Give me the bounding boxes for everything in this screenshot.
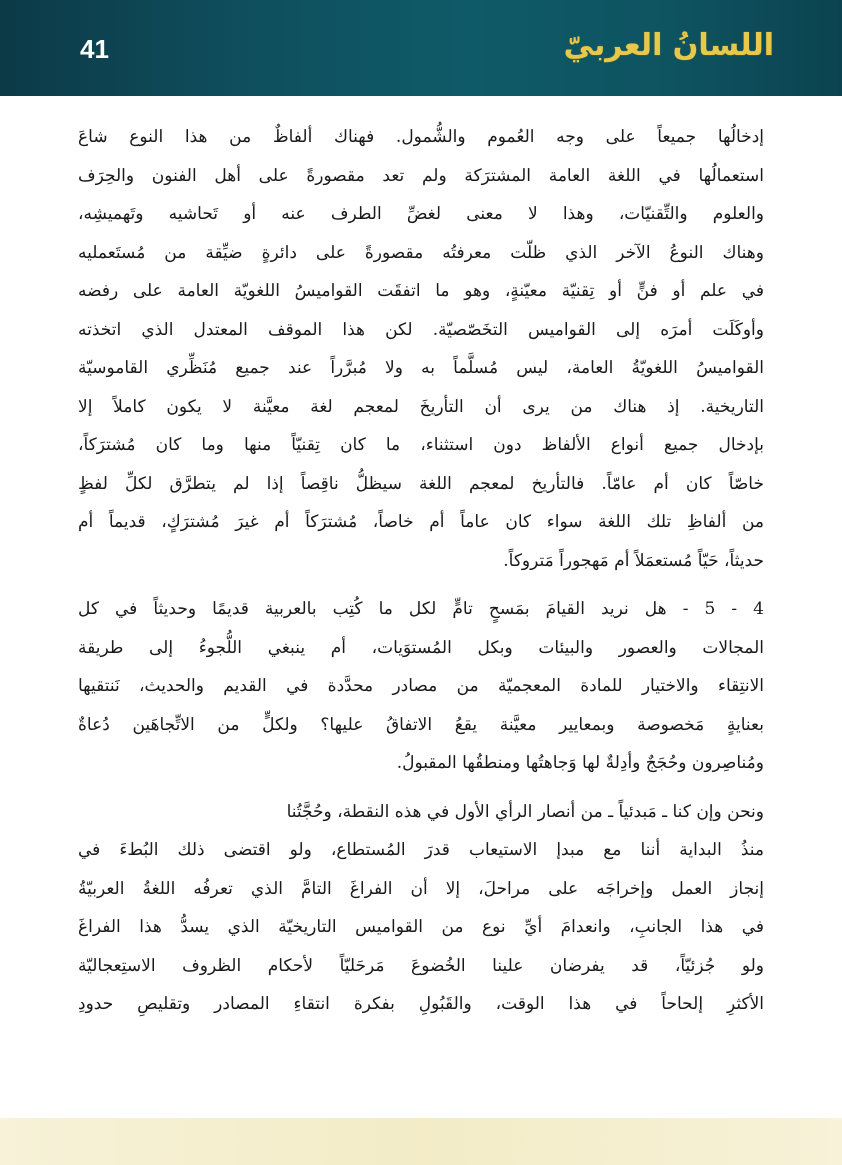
- text-line: استعمالُها في اللغة العامة المشترَكة ولم تعد مقصورةً على أهل الفنون والحِرَف: [78, 165, 764, 186]
- brand-logo: اللسانُ العربيّ: [563, 28, 774, 63]
- page-header: [0, 0, 842, 96]
- text-line: حديثاً، حَيّاً مُستعمَلاً أم مَهجوراً مَتروكاً.: [503, 550, 764, 571]
- text-line: وهناك النوعُ الآخر الذي ظلّت معرفتُه مقصورةً على دائرةٍ ضيِّقة من مُستَعمليه: [78, 242, 764, 263]
- text-line: إدخالُها جميعاً على وجه العُموم والشُّمول. فهناك ألفاظٌ من هذا النوع شاعَ: [78, 127, 764, 147]
- text-line: والعلوم والتِّقنيّات، وهذا لا معنى لغضِّ الطرف عنه أو تَحاشيه وتَهميشِه،: [78, 204, 764, 224]
- text-line: المجالات والعصور والبيئات وبكل المُستوَيات، أم ينبغي اللُّجوءُ إلى طريقة: [78, 637, 764, 658]
- footer-band: [0, 1118, 842, 1165]
- page-number: 41: [80, 34, 109, 64]
- text-line: الانتِقاء والاختيار للمادة المعجميّة من مصادر محدَّدة في القديم والحديث، نَنتقيها: [78, 676, 764, 696]
- text-line: 4 - 5 - هل نريد القيامَ بمَسحٍ تامٍّ لكل ما كُتِب بالعربية قديمًا وحديثاً في كل: [78, 599, 764, 619]
- text-line: خاصّاً كان أم عامّاً. فالتأريخ لمعجم اللغة سيظلُّ ناقِصاً إذا لم يتطرَّق لكلِّ لفظٍ: [78, 473, 764, 494]
- text-line: التاريخية. إذ هناك من يرى أن التأريخَ لمعجم لغة معيَّنة لا يكون كاملاً إلا: [78, 396, 764, 417]
- paragraph-3: [78, 793, 764, 1024]
- text-line: بإدخال جميع أنواع الألفاظ دون استثناء، ما كان تِقنيّاً منها وما كان مُشترَكاً،: [78, 435, 764, 455]
- text-line: وأوكَلَت أمرَه إلى القواميس التخَصّصيّة. لكن هذا الموقف المعتدل الذي اتخذته: [78, 319, 764, 340]
- text-line: ونحن وإن كنا ـ مَبدئياً ـ من أنصار الرأي الأول في هذه النقطة، وحُجَّتُنا: [286, 801, 764, 822]
- text-line: في علم أو فنٍّ أو تِقنيّة معيّنةٍ، وهو ما اتفقَت القواميسُ اللغويّة العامة على رفضه: [78, 281, 764, 301]
- text-line: منذُ البداية أننا مع مبدإ الاستيعاب قدرَ المُستطاع، ولو اقتضى ذلك البُطءَ في: [78, 840, 764, 860]
- text-line: الأكثرِ إلحاحاً في هذا الوقت، والقَبُولِ بفكرة انتقاءِ المصادر وتقليصِ حدودِ: [78, 994, 764, 1014]
- text-line: ومُناصِرون وحُجَجٌ وأدِلةٌ لها وَجاهتُها ومنطقُها المقبولُ.: [396, 753, 764, 773]
- text-line: ولو جُزئيّاً، قد يفرضان علينا الخُضوعَ مَرحَليّاً لأحكام الظروف الاستِعجاليّة: [78, 955, 764, 976]
- text-line: من ألفاظِ تلك اللغة سواء كان عاماً أم خاصاً، مُشترَكاً أم غيرَ مُشترَكٍ، قديماً أم: [78, 512, 764, 532]
- text-line: بعنايةٍ مَخصوصة وبمعايير معيَّنة يقعُ الاتفاقُ عليها؟ ولكلٍّ من الاتِّجاهَين دُعاةٌ: [78, 714, 764, 735]
- paragraph-2: [78, 590, 764, 783]
- paragraph-1: [78, 118, 764, 580]
- page-body: [78, 118, 764, 1024]
- text-line: القواميسُ اللغويّةُ العامة، ليس مُسلَّماً به ولا مُبرَّراً عند جميع مُنَظِّري القاموسيّة: [78, 358, 764, 378]
- text-line: في هذا الجانبِ، وانعدامَ أيِّ نوع من القواميس التاريخيّة الذي يسدُّ هذا الفراغَ: [78, 917, 764, 937]
- text-line: إنجاز العمل وإخراجَه على مراحلَ، إلا أن الفراغَ التامَّ الذي تعرفُه اللغةُ العربيّةُ: [78, 878, 764, 899]
